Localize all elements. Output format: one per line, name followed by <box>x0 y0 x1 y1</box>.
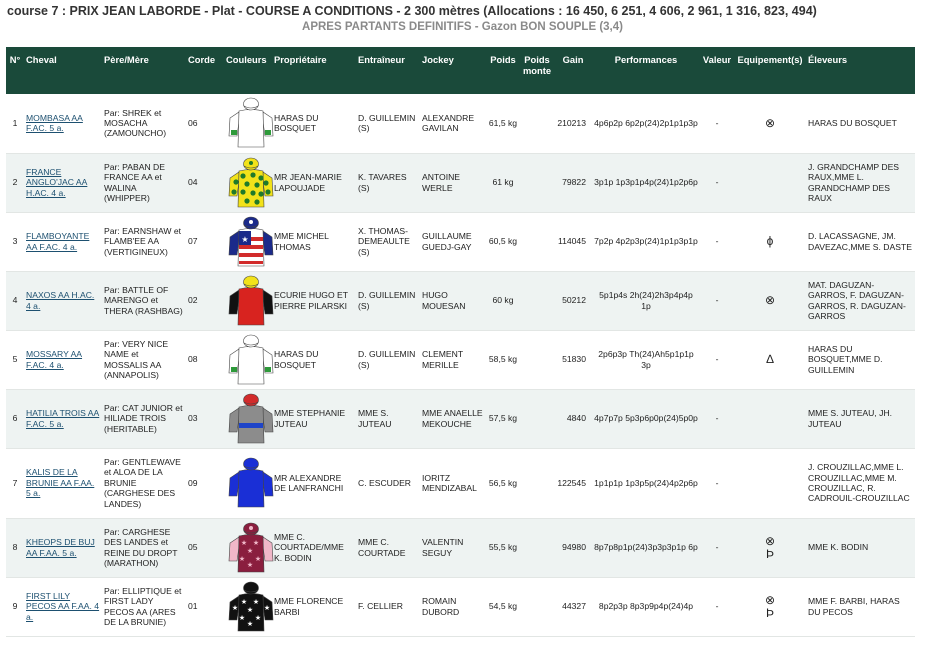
cell-num: 1 <box>6 94 24 153</box>
cell-poids-monte <box>520 389 554 448</box>
col-couleurs: Couleurs <box>224 47 272 94</box>
cell-equipement <box>734 518 806 577</box>
svg-text:★: ★ <box>246 561 254 569</box>
svg-text:★: ★ <box>240 598 248 606</box>
cell-equipement <box>734 577 806 636</box>
svg-text:★: ★ <box>246 620 254 628</box>
svg-text:★: ★ <box>231 604 239 612</box>
cell-gain: 4840 <box>554 389 592 448</box>
cell-eleveurs: HARAS DU BOSQUET,MME D. GUILLEMIN <box>806 330 915 389</box>
cell-eleveurs: D. LACASSAGNE, JM. DAVEZAC,MME S. DASTE <box>806 212 915 271</box>
jockey-silk-icon <box>226 333 276 387</box>
cell-equipement <box>734 448 806 518</box>
table-row <box>6 389 915 448</box>
cell-couleurs <box>224 389 272 448</box>
cell-parents: Par: ELLIPTIQUE et FIRST LADY PECOS AA (ARES DE LA BRUNIE) <box>102 577 186 636</box>
cell-corde: 09 <box>186 448 224 518</box>
cell-proprietaire: HARAS DU BOSQUET <box>272 330 356 389</box>
equipment-icon: Þ <box>765 546 774 561</box>
cell-poids: 54,5 kg <box>486 577 520 636</box>
cell-poids-monte <box>520 271 554 330</box>
cell-jockey: ALEXANDRE GAVILAN <box>420 94 486 153</box>
cell-proprietaire: HARAS DU BOSQUET <box>272 94 356 153</box>
cell-corde: 02 <box>186 271 224 330</box>
cell-corde: 08 <box>186 330 224 389</box>
cell-poids: 60,5 kg <box>486 212 520 271</box>
race-title: course 7 : PRIX JEAN LABORDE - Plat - COURSE A CONDITIONS - 2 300 mètres (Allocations : 16 450, 6 251, 4 606, 2 961, 1 316, 823, 494) <box>7 4 817 18</box>
cell-entraineur: C. ESCUDER <box>356 448 420 518</box>
cell-poids: 61,5 kg <box>486 94 520 153</box>
cell-valeur: - <box>700 518 734 577</box>
svg-text:★: ★ <box>241 234 249 244</box>
cell-couleurs <box>224 518 272 577</box>
cell-entraineur: X. THOMAS-DEMEAULTE (S) <box>356 212 420 271</box>
cell-couleurs <box>224 330 272 389</box>
col-eleveurs: Éleveurs <box>806 47 915 94</box>
cell-num: 6 <box>6 389 24 448</box>
cell-poids-monte <box>520 212 554 271</box>
cell-poids-monte <box>520 448 554 518</box>
jockey-silk-icon <box>226 96 276 150</box>
cell-performances: 4p6p2p 6p2p(24)2p1p1p3p <box>592 94 700 153</box>
jockey-silk-icon <box>226 521 276 575</box>
cell-eleveurs: MME K. BODIN <box>806 518 915 577</box>
cell-gain: 79822 <box>554 153 592 212</box>
svg-text:★: ★ <box>252 598 260 606</box>
svg-text:★: ★ <box>246 606 254 614</box>
cell-cheval-link[interactable]: HATILIA TROIS AA F.AC. 5 a. <box>24 389 102 448</box>
cell-poids: 58,5 kg <box>486 330 520 389</box>
cell-poids: 60 kg <box>486 271 520 330</box>
cell-entraineur: D. GUILLEMIN (S) <box>356 330 420 389</box>
cell-eleveurs: J. CROUZILLAC,MME L. CROUZILLAC,MME M. CROUZILLAC, R. CADROUIL-CROUZILLAC <box>806 448 915 518</box>
svg-text:★: ★ <box>254 614 262 622</box>
cell-corde: 06 <box>186 94 224 153</box>
cell-equipement <box>734 389 806 448</box>
cell-parents: Par: VERY NICE NAME et MOSSALIS AA (ANNAPOLIS) <box>102 330 186 389</box>
cell-num: 9 <box>6 577 24 636</box>
cell-poids-monte <box>520 330 554 389</box>
svg-text:★: ★ <box>263 545 271 553</box>
cell-jockey: MME ANAELLE MEKOUCHE <box>420 389 486 448</box>
col-proprietaire: Propriétaire <box>272 47 356 94</box>
table-row <box>6 212 915 271</box>
cell-jockey: CLEMENT MERILLE <box>420 330 486 389</box>
svg-text:★: ★ <box>254 555 262 563</box>
cell-corde: 03 <box>186 389 224 448</box>
cell-parents: Par: SHREK et MOSACHA (ZAMOUNCHO) <box>102 94 186 153</box>
svg-text:★: ★ <box>246 547 254 555</box>
cell-eleveurs: MAT. DAGUZAN-GARROS, F. DAGUZAN-GARROS, R. DAGUZAN-GARROS <box>806 271 915 330</box>
cell-gain: 122545 <box>554 448 592 518</box>
col-entraineur: Entraîneur <box>356 47 420 94</box>
cell-jockey: IORITZ MENDIZABAL <box>420 448 486 518</box>
col-gain: Gain <box>554 47 592 94</box>
table-row <box>6 518 915 577</box>
cell-jockey: ANTOINE WERLE <box>420 153 486 212</box>
col-jockey: Jockey <box>420 47 486 94</box>
cell-valeur: - <box>700 271 734 330</box>
table-row <box>6 94 915 153</box>
cell-equipement <box>734 212 806 271</box>
cell-poids-monte <box>520 153 554 212</box>
cell-parents: Par: PABAN DE FRANCE AA et WALINA (WHIPPER) <box>102 153 186 212</box>
cell-num: 3 <box>6 212 24 271</box>
cell-num: 2 <box>6 153 24 212</box>
cell-performances: 7p2p 4p2p3p(24)1p1p3p1p <box>592 212 700 271</box>
cell-poids-monte <box>520 94 554 153</box>
cell-proprietaire: MR ALEXANDRE DE LANFRANCHI <box>272 448 356 518</box>
cell-parents: Par: EARNSHAW et FLAMB'EE AA (VERTIGINEUX) <box>102 212 186 271</box>
svg-text:★: ★ <box>240 539 248 547</box>
cell-parents: Par: BATTLE OF MARENGO et THERA (RASHBAG) <box>102 271 186 330</box>
jockey-silk-icon <box>226 392 276 446</box>
cell-couleurs <box>224 577 272 636</box>
cell-proprietaire: MME FLORENCE BARBI <box>272 577 356 636</box>
jockey-silk-icon <box>226 274 276 328</box>
cell-gain: 210213 <box>554 94 592 153</box>
cell-performances: 1p1p1p 1p3p5p(24)4p2p6p <box>592 448 700 518</box>
cell-poids: 61 kg <box>486 153 520 212</box>
jockey-silk-icon <box>226 456 276 510</box>
cell-valeur: - <box>700 577 734 636</box>
cell-num: 5 <box>6 330 24 389</box>
cell-valeur: - <box>700 330 734 389</box>
cell-cheval-link[interactable]: FIRST LILY PECOS AA F.AA. 4 a. <box>24 577 102 636</box>
cell-corde: 05 <box>186 518 224 577</box>
equipment-icon: ⊗ <box>764 533 776 548</box>
cell-poids: 56,5 kg <box>486 448 520 518</box>
cell-cheval-link[interactable]: MOSSARY AA F.AC. 4 a. <box>24 330 102 389</box>
cell-gain: 94980 <box>554 518 592 577</box>
svg-text:★: ★ <box>238 614 246 622</box>
col-num: N° <box>6 47 24 94</box>
cell-cheval-link[interactable]: KHEOPS DE BUJ AA F.AA. 5 a. <box>24 518 102 577</box>
cell-cheval-link[interactable]: KALIS DE LA BRUNIE AA F.AA. 5 a. <box>24 448 102 518</box>
cell-proprietaire: ECURIE HUGO ET PIERRE PILARSKI <box>272 271 356 330</box>
cell-eleveurs: HARAS DU BOSQUET <box>806 94 915 153</box>
equipment-icon: ∆ <box>766 352 774 366</box>
cell-parents: Par: CAT JUNIOR et HILIADE TROIS (HERITABLE) <box>102 389 186 448</box>
cell-proprietaire: MME STEPHANIE JUTEAU <box>272 389 356 448</box>
col-valeur: Valeur <box>700 47 734 94</box>
cell-gain: 114045 <box>554 212 592 271</box>
cell-poids-monte <box>520 577 554 636</box>
cell-eleveurs: MME F. BARBI, HARAS DU PECOS <box>806 577 915 636</box>
cell-gain: 50212 <box>554 271 592 330</box>
equipment-icon: ⊗ <box>764 293 776 307</box>
table-row <box>6 330 915 389</box>
cell-poids-monte <box>520 518 554 577</box>
equipment-icon: ⊗ <box>764 115 776 130</box>
cell-performances: 4p7p7p 5p3p6p0p(24)5p0p <box>592 389 700 448</box>
cell-proprietaire: MME MICHEL THOMAS <box>272 212 356 271</box>
cell-entraineur: D. GUILLEMIN (S) <box>356 94 420 153</box>
jockey-silk-icon <box>226 580 276 634</box>
cell-gain: 44327 <box>554 577 592 636</box>
equipment-icon: ϕ <box>766 234 774 248</box>
cell-parents: Par: GENTLEWAVE et ALOA DE LA BRUNIE (CARGHESE DES LANDES) <box>102 448 186 518</box>
cell-valeur: - <box>700 94 734 153</box>
cell-performances: 3p1p 1p3p1p4p(24)1p2p6p <box>592 153 700 212</box>
cell-jockey: VALENTIN SEGUY <box>420 518 486 577</box>
equipment-icon: ⊗ <box>764 592 776 607</box>
cell-equipement <box>734 271 806 330</box>
jockey-silk-icon <box>226 156 276 210</box>
cell-entraineur: F. CELLIER <box>356 577 420 636</box>
cell-valeur: - <box>700 212 734 271</box>
cell-couleurs <box>224 94 272 153</box>
cell-cheval-link[interactable]: FLAMBOYANTE AA F.AC. 4 a. <box>24 212 102 271</box>
cell-cheval-link[interactable]: MOMBASA AA F.AC. 5 a. <box>24 94 102 153</box>
cell-proprietaire: MME C. COURTADE/MME K. BODIN <box>272 518 356 577</box>
svg-text:★: ★ <box>238 555 246 563</box>
cell-cheval-link[interactable]: NAXOS AA H.AC. 4 a. <box>24 271 102 330</box>
cell-couleurs <box>224 153 272 212</box>
cell-num: 4 <box>6 271 24 330</box>
cell-jockey: GUILLAUME GUEDJ-GAY <box>420 212 486 271</box>
table-row <box>6 271 915 330</box>
cell-num: 7 <box>6 448 24 518</box>
col-poids: Poids <box>486 47 520 94</box>
equipment-icon: Þ <box>765 605 774 620</box>
cell-poids: 57,5 kg <box>486 389 520 448</box>
cell-performances: 8p7p8p1p(24)3p3p3p1p 6p <box>592 518 700 577</box>
cell-entraineur: MME S. JUTEAU <box>356 389 420 448</box>
col-equipement: Equipement(s) <box>734 47 806 94</box>
cell-eleveurs: J. GRANDCHAMP DES RAUX,MME L. GRANDCHAMP DES RAUX <box>806 153 915 212</box>
cell-entraineur: D. GUILLEMIN (S) <box>356 271 420 330</box>
cell-gain: 51830 <box>554 330 592 389</box>
cell-entraineur: K. TAVARES (S) <box>356 153 420 212</box>
cell-parents: Par: CARGHESE DES LANDES et REINE DU DROPT (MARATHON) <box>102 518 186 577</box>
cell-jockey: ROMAIN DUBORD <box>420 577 486 636</box>
cell-num: 8 <box>6 518 24 577</box>
jockey-silk-icon <box>226 215 276 269</box>
svg-text:★: ★ <box>231 545 239 553</box>
cell-eleveurs: MME S. JUTEAU, JH. JUTEAU <box>806 389 915 448</box>
cell-corde: 04 <box>186 153 224 212</box>
col-cheval: Cheval <box>24 47 102 94</box>
cell-cheval-link[interactable]: FRANCE ANGLO'JAC AA H.AC. 4 a. <box>24 153 102 212</box>
race-subtitle: APRES PARTANTS DEFINITIFS - Gazon BON SOUPLE (3,4) <box>302 21 623 33</box>
cell-entraineur: MME C. COURTADE <box>356 518 420 577</box>
cell-performances: 8p2p3p 8p3p9p4p(24)4p <box>592 577 700 636</box>
cell-equipement <box>734 330 806 389</box>
cell-corde: 07 <box>186 212 224 271</box>
cell-valeur: - <box>700 153 734 212</box>
svg-text:★: ★ <box>263 604 271 612</box>
cell-valeur: - <box>700 389 734 448</box>
cell-valeur: - <box>700 448 734 518</box>
runners-table <box>6 47 915 637</box>
cell-performances: 2p6p3p Th(24)Ah5p1p1p 3p <box>592 330 700 389</box>
table-row <box>6 448 915 518</box>
cell-equipement <box>734 153 806 212</box>
cell-couleurs <box>224 271 272 330</box>
cell-equipement <box>734 94 806 153</box>
svg-text:★: ★ <box>252 539 260 547</box>
cell-performances: 5p1p4s 2h(24)2h3p4p4p 1p <box>592 271 700 330</box>
table-row <box>6 577 915 636</box>
col-performances: Performances <box>592 47 700 94</box>
col-parents: Père/Mère <box>102 47 186 94</box>
cell-jockey: HUGO MOUESAN <box>420 271 486 330</box>
cell-proprietaire: MR JEAN-MARIE LAPOUJADE <box>272 153 356 212</box>
col-poids-monte: Poids monte <box>520 47 554 94</box>
table-header-row <box>6 47 915 94</box>
cell-corde: 01 <box>186 577 224 636</box>
cell-couleurs <box>224 448 272 518</box>
cell-poids: 55,5 kg <box>486 518 520 577</box>
col-corde: Corde <box>186 47 224 94</box>
table-row <box>6 153 915 212</box>
cell-couleurs <box>224 212 272 271</box>
